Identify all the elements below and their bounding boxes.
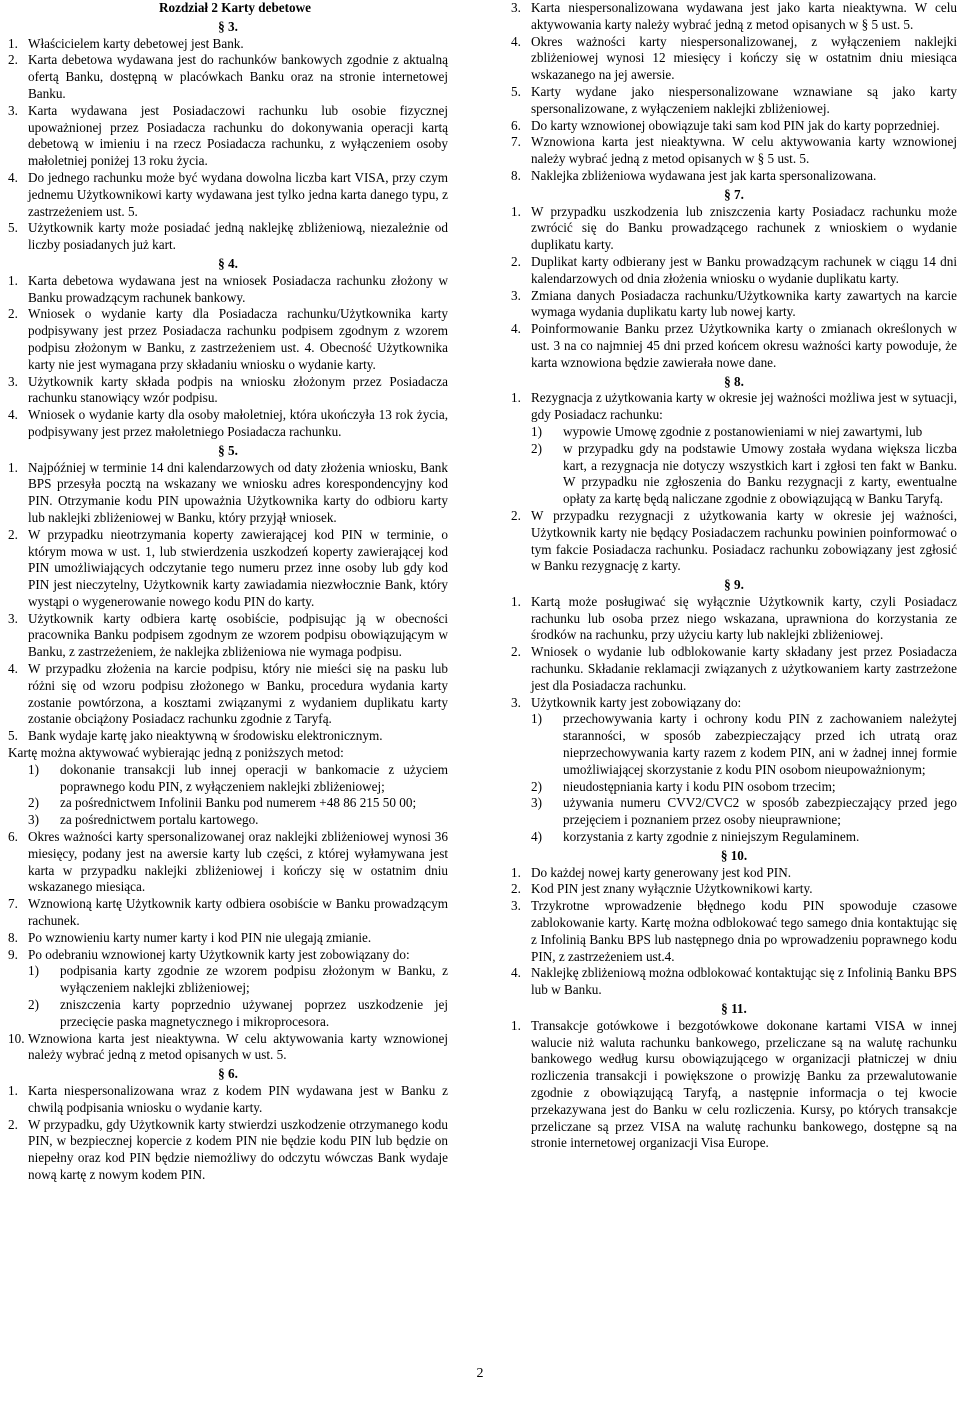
- list-subitem: [8, 795, 448, 812]
- item-number: 1): [531, 423, 542, 439]
- chapter-title: Rozdział 2 Karty debetowe: [159, 0, 311, 15]
- numbered-paragraph: [8, 611, 448, 661]
- item-text: Wniosek o wydanie lub odblokowanie karty składany jest przez Posiadacza rachunku. Składanie reklamacji związanych z użytkowaniem karty zastrzeżone jest dla Posiadacza rachunku.: [531, 644, 957, 693]
- item-text: Do jednego rachunku może być wydana dowolna liczba kart VISA, przy czym jednemu Użytkownikowi karty wydawana jest tylko jedna karta danego typu, z zastrzeżeniem ust. 5.: [28, 169, 448, 219]
- list-subitem: [8, 963, 448, 997]
- item-number: 2.: [8, 306, 18, 322]
- numbered-paragraph: [8, 728, 448, 745]
- item-number: 3): [28, 812, 39, 828]
- item-text: W przypadku rezygnacji z użytkowania karty w okresie jej ważności, Użytkownik karty nie będący Posiadaczem rachunku powinien poinformować o tym fakcie Posiadacza rachunku. Posiadacz rachunku zobowiązany jest zgłosić w Banku rezygnację z karty.: [531, 507, 957, 574]
- list-subitem: [511, 711, 957, 778]
- item-number: 3.: [8, 610, 18, 626]
- numbered-paragraph: [8, 36, 448, 53]
- numbered-paragraph: [511, 204, 957, 254]
- item-text: używania numeru CVV2/CVC2 w sposób zabezpieczający przed jego przejęciem i poznaniem przez osoby nieuprawnione;: [563, 795, 957, 828]
- item-number: 7.: [8, 896, 18, 912]
- section-heading: § 6.: [218, 1066, 238, 1082]
- item-number: 3.: [511, 287, 521, 303]
- item-number: 3.: [8, 102, 18, 118]
- numbered-paragraph: [511, 898, 957, 965]
- numbered-paragraph: [8, 829, 448, 896]
- item-text: Bank wydaje kartę jako nieaktywną w środowisku elektronicznym.: [28, 728, 383, 744]
- numbered-paragraph: [8, 306, 448, 373]
- item-text: podpisania karty zgodnie ze wzorem podpisu złożonym w Banku, z wyłączeniem naklejki zbliżeniowej;: [60, 963, 448, 996]
- item-number: 2): [531, 778, 542, 794]
- numbered-paragraph: [8, 407, 448, 441]
- item-number: 10.: [8, 1030, 25, 1046]
- numbered-paragraph: [8, 661, 448, 728]
- item-number: 6.: [511, 117, 521, 133]
- numbered-paragraph: [511, 134, 957, 168]
- item-text: Duplikat karty odbierany jest w Banku prowadzącym rachunek w ciągu 14 dni kalendarzowych od dnia złożenia wniosku o wydanie duplikatu karty.: [531, 253, 957, 286]
- item-number: 2.: [8, 52, 18, 68]
- item-number: 3.: [511, 0, 521, 15]
- item-text: Kod PIN jest znany wyłącznie Użytkownikowi karty.: [531, 881, 813, 897]
- item-number: 1.: [511, 864, 521, 880]
- item-number: 3.: [511, 694, 521, 710]
- item-number: 2): [28, 997, 39, 1013]
- list-subitem: [511, 795, 957, 829]
- numbered-paragraph: [8, 527, 448, 611]
- item-number: 9.: [8, 946, 18, 962]
- item-number: 3.: [8, 373, 18, 389]
- numbered-paragraph: [511, 0, 957, 34]
- list-subitem: [511, 441, 957, 508]
- item-text: Właścicielem karty debetowej jest Bank.: [28, 35, 244, 51]
- right-column-body: [511, 0, 957, 1152]
- item-number: 4.: [8, 169, 18, 185]
- section-heading: § 9.: [724, 577, 744, 593]
- item-number: 2): [28, 795, 39, 811]
- item-text: w przypadku gdy na podstawie Umowy została wydana większa liczba kart, a rezygnacja nie dotyczy wszystkich kart i zgłosi ten fakt w Banku. W przypadku nie zgłoszenia do Banku rezygnacji z karty, ewentualne opłaty za kartę będą naliczane zgodnie z obowiązującą w Banku Taryfą.: [563, 440, 957, 507]
- item-number: 1.: [511, 203, 521, 219]
- item-number: 2.: [511, 881, 521, 897]
- item-text: Po wznowieniu karty numer karty i kod PIN nie ulegają zmianie.: [28, 929, 372, 945]
- item-number: 8.: [511, 167, 521, 183]
- numbered-paragraph: [511, 1018, 957, 1152]
- item-text: Okres ważności karty spersonalizowanej oraz naklejki zbliżeniowej wynosi 36 miesięcy, podany jest na awersie karty lub części, z której wyłamywana jest karta w przypadku naklejki zbliżeniowej i kończy się w ostatnim dniu wskazanego miesiąca.: [28, 829, 448, 895]
- item-number: 2.: [511, 253, 521, 269]
- item-text: Rezygnacja z użytkowania karty w okresie jej ważności możliwa jest w sytuacji, gdy Posiadacz rachunku:: [531, 390, 957, 423]
- numbered-paragraph: [511, 865, 957, 882]
- item-number: 4): [531, 829, 542, 845]
- item-text: Karta niespersonalizowana wraz z kodem PIN wydawana jest w Banku z chwilą podpisania wniosku o wydanie karty.: [28, 1083, 448, 1115]
- numbered-paragraph: [8, 273, 448, 307]
- item-number: 2.: [511, 644, 521, 660]
- item-text: przechowywania karty i ochrony kodu PIN z zachowaniem należytej staranności, w sposób zabezpieczający przed ich utratą oraz nieprzechowywania karty razem z kodem PIN, ani w żadnej innej formie umożliwiającej skorzystanie z kodu PIN osobom nieupoważnionym;: [563, 711, 957, 777]
- numbered-paragraph: [511, 644, 957, 694]
- left-column-body: [8, 19, 448, 1184]
- item-text: Użytkownik karty może posiadać jedną naklejkę zbliżeniową, niezależnie od liczby posiadanych już kart.: [28, 220, 448, 253]
- item-number: 2.: [8, 1116, 18, 1132]
- item-number: 1.: [511, 1017, 521, 1033]
- item-text: za pośrednictwem Infolinii Banku pod numerem +48 86 215 50 00;: [60, 795, 417, 811]
- item-text: Naklejkę zbliżeniową można odblokować kontaktując się z Infolinią Banku BPS lub w Banku.: [531, 965, 957, 998]
- numbered-paragraph: [8, 947, 448, 964]
- item-text: Karta debetowa wydawana jest do rachunków bankowych zgodnie z aktualną ofertą Banku, dostępną w placówkach Banku oraz na stronie internetowej Banku.: [28, 52, 448, 101]
- numbered-paragraph: [8, 896, 448, 930]
- section-heading: § 10.: [720, 847, 748, 863]
- item-text: Wznowiona karta jest nieaktywna. W celu aktywowania karty wznowionej należy wybrać jedną z metod opisanych w § 5 ust. 5.: [531, 134, 957, 167]
- item-text: Karta niespersonalizowana wydawana jest jako karta nieaktywna. W celu aktywowania karty należy wybrać jedną z metod opisanych w § 5 ust. 5.: [531, 0, 957, 32]
- section-heading: § 8.: [724, 373, 744, 389]
- item-text: Do każdej nowej karty generowany jest kod PIN.: [531, 864, 792, 880]
- numbered-paragraph: [511, 288, 957, 322]
- item-text: Użytkownik karty jest zobowiązany do:: [531, 694, 742, 710]
- item-text: Wniosek o wydanie karty dla osoby małoletniej, która ukończyła 13 rok życia, podpisywany jest przez małoletniego Posiadacza rachunku.: [28, 407, 448, 439]
- numbered-paragraph: [511, 390, 957, 424]
- numbered-paragraph: [8, 52, 448, 102]
- item-text: Wznowiona karta jest nieaktywna. W celu aktywowania karty wznowionej należy wybrać jedną z metod opisanych w ust. 5.: [28, 1030, 448, 1063]
- item-text: dokonanie transakcji lub innej operacji w bankomacie z użyciem poprawnego kodu PIN, z wyłączeniem naklejki zbliżeniowej;: [60, 761, 448, 794]
- item-text: Karta debetowa wydawana jest na wniosek Posiadacza rachunku złożony w Banku prowadzącym rachunek bankowy.: [28, 272, 448, 305]
- item-number: 7.: [511, 134, 521, 150]
- page-number: 2: [476, 1366, 484, 1381]
- item-number: 4.: [8, 661, 18, 677]
- section-heading: § 5.: [218, 442, 238, 458]
- numbered-paragraph: [8, 1117, 448, 1184]
- item-text: zniszczenia karty poprzednio używanej poprzez uszkodzenie jej przecięcie paska magnetycznego i mikroprocesora.: [60, 997, 448, 1029]
- list-subitem: [8, 762, 448, 796]
- numbered-paragraph: [8, 374, 448, 408]
- item-number: 6.: [8, 829, 18, 845]
- section-heading: § 3.: [218, 18, 238, 34]
- item-text: W przypadku uszkodzenia lub zniszczenia karty Posiadacz rachunku może zwrócić się do Banku prowadzącego rachunek z wnioskiem o wydanie duplikatu karty.: [531, 203, 957, 253]
- numbered-paragraph: [511, 254, 957, 288]
- item-text: wypowie Umowę zgodnie z postanowieniami w niej zawartymi, lub: [563, 423, 923, 439]
- item-text: za pośrednictwem portalu kartowego.: [60, 812, 259, 828]
- numbered-paragraph: [511, 321, 957, 371]
- numbered-paragraph: [511, 881, 957, 898]
- item-number: 4.: [511, 33, 521, 49]
- numbered-paragraph: [8, 103, 448, 170]
- numbered-paragraph: [8, 930, 448, 947]
- item-number: 2): [531, 440, 542, 456]
- item-text: Do karty wznowionej obowiązuje taki sam kod PIN jak do karty poprzedniej.: [531, 117, 940, 133]
- item-number: 1.: [8, 35, 18, 51]
- numbered-paragraph: [511, 118, 957, 135]
- list-subitem: [511, 829, 957, 846]
- item-text: W przypadku złożenia na karcie podpisu, który nie mieści się na pasku lub różni się od wzoru podpisu złożonego w Banku, procedura wydania karty zostanie powtórzona, a kosztami związanymi z wydaniem duplikatu karty zostanie obciążony Posiadacz rachunku zgodnie z Taryfą.: [28, 661, 448, 727]
- section-heading: § 11.: [721, 1001, 747, 1017]
- section-heading: § 7.: [724, 186, 744, 202]
- list-subitem: [511, 779, 957, 796]
- item-text: Okres ważności karty niespersonalizowanej, z wyłączeniem naklejki zbliżeniowej wynosi 12 miesięcy i kończy się w ostatnim dniu miesiąca wskazanego na jej awersie.: [531, 33, 957, 83]
- list-subitem: [8, 812, 448, 829]
- item-number: 8.: [8, 929, 18, 945]
- item-number: 3): [531, 795, 542, 811]
- item-number: 1.: [8, 272, 18, 288]
- item-text: korzystania z karty zgodnie z niniejszym Regulaminem.: [563, 829, 860, 845]
- numbered-paragraph: [8, 170, 448, 220]
- numbered-paragraph: [511, 84, 957, 118]
- numbered-paragraph: [8, 1031, 448, 1065]
- numbered-paragraph: [511, 695, 957, 712]
- item-text: Wniosek o wydanie karty dla Posiadacza rachunku/Użytkownika karty podpisywany jest przez Posiadacza rachunku podpisem zgodnym z wzorem podpisu złożonym w Banku, z zastrzeżeniem ust. 4. Obecność Użytkownika karty nie jest wymagana przy składaniu wniosku o wydanie karty.: [28, 306, 448, 372]
- item-number: 4.: [511, 321, 521, 337]
- item-number: 2.: [8, 526, 18, 542]
- item-text: Karta wydawana jest Posiadaczowi rachunku lub osobie fizycznej upoważnionej przez Posiadacza rachunku do dokonywania operacji kartą debetową w imieniu i na rzecz Posiadacza rachunku, z wyłączeniem osoby małoletniej poniżej 13 roku życia.: [28, 102, 448, 169]
- paragraph: Kartę można aktywować wybierając jedną z poniższych metod:: [8, 745, 344, 761]
- item-number: 5.: [8, 220, 18, 236]
- right-column: [511, 0, 957, 1152]
- numbered-paragraph: [8, 460, 448, 527]
- item-text: Najpóźniej w terminie 14 dni kalendarzowych od daty złożenia wniosku, Bank BPS przesyła pocztą na wskazany we wniosku adres korespondencyjny kod PIN. Otrzymanie kodu PIN upoważnia Użytkownika karty do odbioru karty lub naklejki zbliżeniowej w Banku, który przyjął wniosek.: [28, 459, 448, 525]
- item-text: W przypadku nieotrzymania koperty zawierającej kod PIN w terminie, o którym mowa w ust. 1, lub stwierdzenia uszkodzeń koperty zawierającej kod PIN umożliwiających odczytanie tego numeru przez inne osoby lub gdy kod PIN jest nieczytelny, Użytkownik karty zawiadamia niezwłocznie Bank, który wystąpi o wygenerowanie nowego kodu PIN do karty.: [28, 526, 448, 609]
- numbered-paragraph: [511, 168, 957, 185]
- item-text: Naklejka zbliżeniowa wydawana jest jak karta spersonalizowana.: [531, 167, 877, 183]
- item-text: W przypadku, gdy Użytkownik karty stwierdzi uszkodzenie otrzymanego kodu PIN, w bezpiecznej kopercie z kodem PIN nie będzie kodu PIN lub będzie on niepełny oraz kod PIN będzie niemożliwy do odczytu wówczas Bank wydaje nową kartę z nowym kodem PIN.: [28, 1116, 448, 1182]
- numbered-paragraph: [511, 965, 957, 999]
- item-text: Trzykrotne wprowadzenie błędnego kodu PIN spowoduje czasowe zablokowanie karty. Kartę można odblokować tego samego dnia kontaktując się z Infolinią Banku BPS lub następnego dnia po wprowadzeniu poprawnego kodu PIN, z zastrzeżeniem ust.4.: [531, 898, 957, 964]
- numbered-paragraph: [8, 220, 448, 254]
- numbered-paragraph: [511, 508, 957, 575]
- item-number: 1): [28, 963, 39, 979]
- item-number: 4.: [8, 407, 18, 423]
- item-text: Transakcje gotówkowe i bezgotówkowe dokonane kartami VISA w innej walucie niż waluta rachunku bankowego, przeliczane są na walutę rachunku bankowego według kursu obowiązującego w organizacji płatniczej w dniu rozliczenia transakcji i powiększone o prowizję Banku za przewalutowanie zgodnie z obowiązującą Taryfą, a następnie informacja o tej kwocie przekazywana jest do Banku w celu rozliczenia. Kursy, po których transakcje przeliczane są przez VISA na walutę rachunku bankowego, dostępne są na stronie internetowej organizacji Visa Europe.: [531, 1017, 957, 1151]
- list-subitem: [511, 424, 957, 441]
- list-subitem: [8, 997, 448, 1031]
- item-number: 5.: [511, 83, 521, 99]
- item-number: 1.: [511, 390, 521, 406]
- numbered-paragraph: [511, 34, 957, 84]
- item-text: Poinformowanie Banku przez Użytkownika karty o zmianach określonych w ust. 3 na co najmniej 45 dni przed końcem okresu ważności karty powoduje, że karta wznowiona będzie zawierała nowe dane.: [531, 321, 957, 370]
- numbered-paragraph: [8, 1083, 448, 1117]
- item-number: 1): [531, 711, 542, 727]
- item-text: Użytkownik karty odbiera kartę osobiście, podpisując ją w obecności pracownika Banku podpisem zgodnym ze wzorem podpisu obowiązującym w Banku, z zastrzeżeniem, że naklejka zbliżeniowa nie wymaga podpisu.: [28, 610, 448, 660]
- left-column: [8, 0, 448, 1184]
- section-heading: § 4.: [218, 255, 238, 271]
- item-text: Użytkownik karty składa podpis na wniosku złożonym przez Posiadacza rachunku stanowiący wzór podpisu.: [28, 373, 448, 406]
- item-text: nieudostępniania karty i kodu PIN osobom trzecim;: [563, 778, 836, 794]
- item-number: 1.: [8, 1083, 18, 1098]
- item-text: Zmiana danych Posiadacza rachunku/Użytkownika karty zawartych na karcie wymaga wydania duplikatu karty lub nowej karty.: [531, 287, 957, 320]
- item-number: 1.: [511, 593, 521, 609]
- numbered-paragraph: [511, 594, 957, 644]
- item-number: 5.: [8, 728, 18, 744]
- item-number: 1): [28, 761, 39, 777]
- item-number: 4.: [511, 965, 521, 981]
- item-number: 1.: [8, 459, 18, 475]
- item-text: Wznowioną kartę Użytkownik karty odbiera osobiście w Banku prowadzącym rachunek.: [28, 896, 448, 929]
- item-text: Kartą może posługiwać się wyłącznie Użytkownik karty, czyli Posiadacz rachunku lub osoba przez niego wskazana, uprawniona do korzystania ze środków na rachunku, przy użyciu karty lub naklejki zbliżeniowej.: [531, 593, 957, 643]
- item-text: Po odebraniu wznowionej karty Użytkownik karty jest zobowiązany do:: [28, 946, 410, 962]
- item-number: 3.: [511, 898, 521, 914]
- item-number: 2.: [511, 507, 521, 523]
- item-text: Karty wydane jako niespersonalizowane wznawiane są jako karty spersonalizowane, z wyłączeniem naklejki zbliżeniowej.: [531, 83, 957, 116]
